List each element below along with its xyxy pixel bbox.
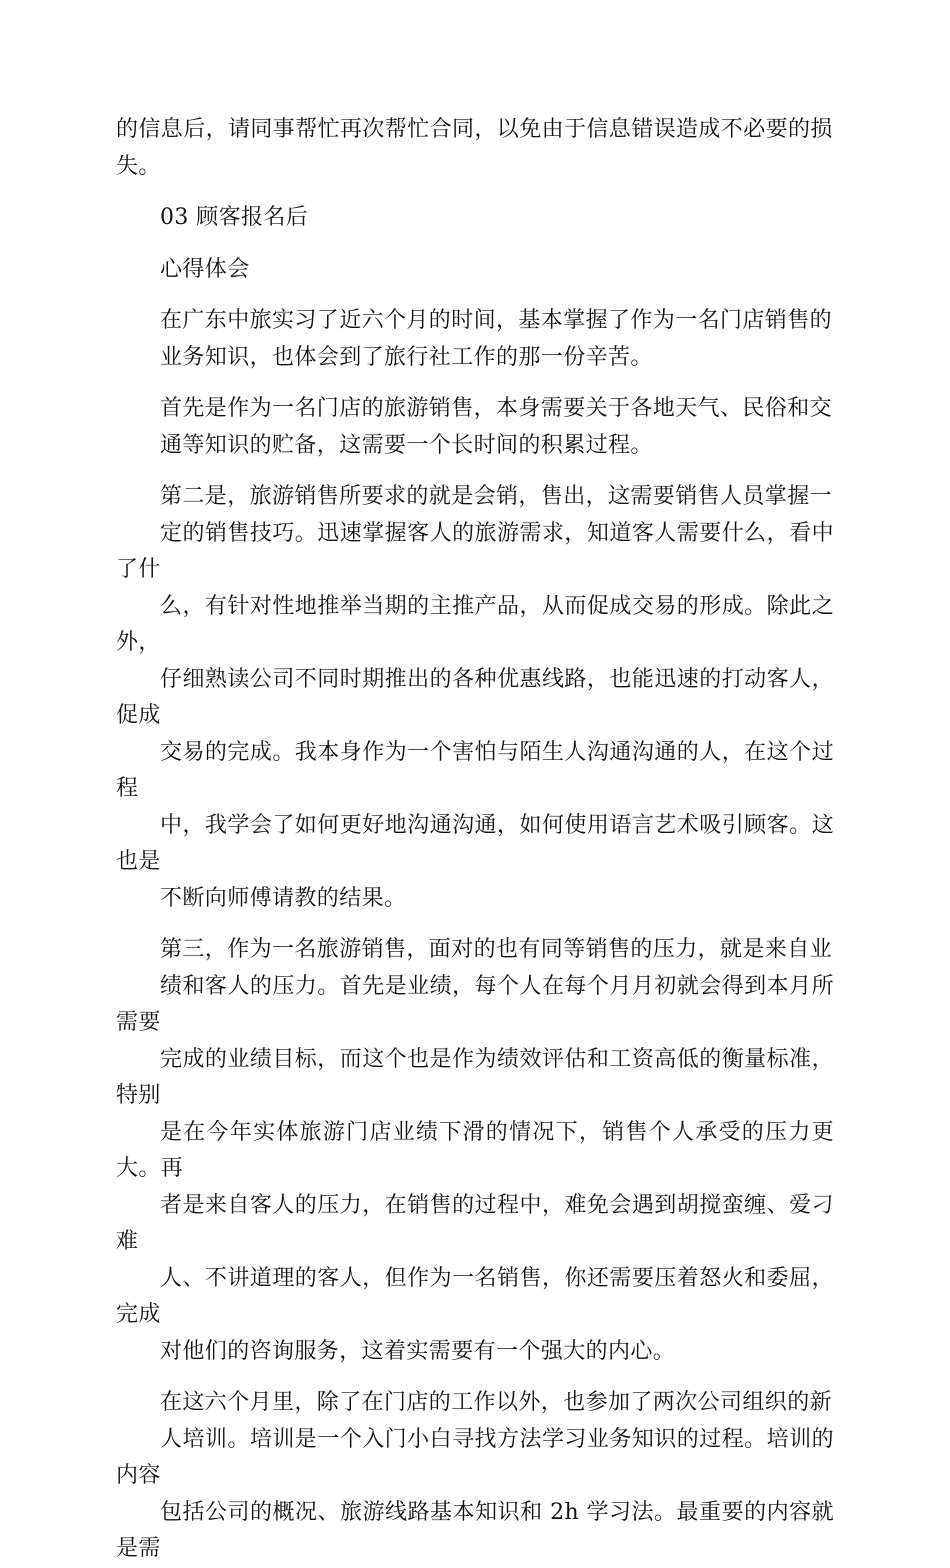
text-line: 完成的业绩目标，而这个也是作为绩效评估和工资高低的衡量标准，特别: [116, 1046, 834, 1108]
text-line: 通等知识的贮备，这需要一个长时间的积累过程。: [160, 432, 653, 458]
text-line: 仔细熟读公司不同时期推出的各种优惠线路，也能迅速的打动客人，促成: [116, 666, 834, 728]
paragraph: [116, 303, 834, 376]
text-line: 交易的完成。我本身作为一个害怕与陌生人沟通沟通的人，在这个过程: [116, 739, 834, 801]
text-line: 么，有针对性地推举当期的主推产品，从而促成交易的形成。除此之外，: [116, 593, 834, 655]
text-line: 首先是作为一名门店的旅游销售，本身需要关于各地天气、民俗和交: [160, 396, 833, 421]
text-line: 对他们的咨询服务，这着实需要有一个强大的内心。: [160, 1338, 676, 1364]
text-line: 不断向师傅请教的结果。: [160, 885, 407, 911]
paragraph: [116, 479, 834, 917]
text-line: 的信息后，请同事帮忙再次帮忙合同，以免由于信息错误造成不必要的损: [116, 117, 833, 142]
document-body: [116, 112, 834, 1568]
paragraph: [116, 112, 834, 185]
paragraph: [116, 1385, 834, 1568]
text-line: 心得体会: [160, 256, 250, 282]
text-line: 人、不讲道理的客人，但作为一名销售，你还需要压着怒火和委屈，完成: [116, 1265, 834, 1327]
text-line: 人培训。培训是一个入门小白寻找方法学习业务知识的过程。培训的内容: [116, 1426, 834, 1488]
text-line: 者是来自客人的压力，在销售的过程中，难免会遇到胡搅蛮缠、爱刁难: [116, 1192, 834, 1254]
text-line: 第三，作为一名旅游销售，面对的也有同等销售的压力，就是来自业: [160, 937, 833, 962]
text-line: 在广东中旅实习了近六个月的时间，基本掌握了作为一名门店销售的: [160, 308, 833, 333]
text-line: 定的销售技巧。迅速掌握客人的旅游需求，知道客人需要什么，看中了什: [116, 520, 834, 582]
text-line: 是在今年实体旅游门店业绩下滑的情况下，销售个人承受的压力更大。再: [116, 1119, 834, 1181]
text-line: 在这六个月里，除了在门店的工作以外，也参加了两次公司组织的新: [160, 1390, 833, 1415]
text-line: 第二是，旅游销售所要求的就是会销，售出，这需要销售人员掌握一: [160, 484, 833, 509]
paragraph: [116, 200, 834, 237]
text-line: 失。: [116, 153, 161, 179]
paragraph: [116, 391, 834, 464]
text-line: 包括公司的概况、旅游线路基本知识和 2h 学习法。最重要的内容就是需: [116, 1499, 834, 1561]
text-line: 03 顾客报名后: [160, 205, 309, 230]
text-line: 绩和客人的压力。首先是业绩，每个人在每个月月初就会得到本月所需要: [116, 973, 834, 1035]
paragraph: [116, 932, 834, 1370]
text-line: 业务知识，也体会到了旅行社工作的那一份辛苦。: [160, 344, 653, 370]
paragraph: [116, 252, 834, 289]
text-line: 中，我学会了如何更好地沟通沟通，如何使用语言艺术吸引顾客。这也是: [116, 812, 834, 874]
